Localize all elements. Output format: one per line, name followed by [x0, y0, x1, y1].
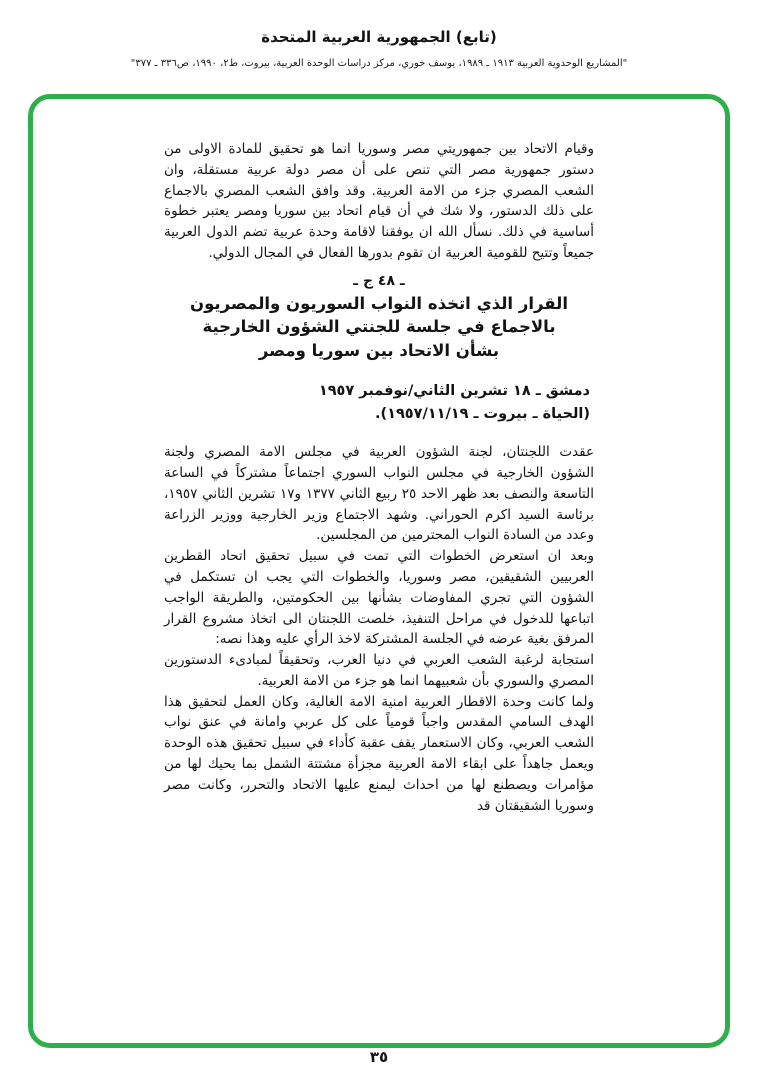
body-paragraph: استجابة لرغبة الشعب العربي في دنيا العرب، وتحقيقاً لمبادىء الدستورين المصري والسوري بأن شعبيهما انما هو جزء من الامة العربية. [164, 652, 594, 689]
green-border-frame [28, 94, 730, 1048]
heading-line-2: بالاجماع في جلسة للجنتي الشؤون الخارجية [202, 317, 556, 337]
document-heading [164, 292, 594, 362]
body-paragraph: وبعد ان استعرض الخطوات التي تمت في سبيل تحقيق اتحاد القطرين العربيين الشقيقين، مصر وسوريا، والخطوات التي يجب ان تستكمل في الشؤون التي تجري المفاوضات بشأنها بين الحكومتين، والطريقة الواجب اتباعها للدخول في مراحل التنفيذ، خلصت اللجنتان الى اتخاذ مشروع القرار المرفق بغية عرضه في الجلسة المشتركة لاخذ الرأي عليه وهذا نصه: [164, 548, 594, 648]
heading-line-1: القرار الذي اتخذه النواب السوريون والمصريون [190, 293, 568, 313]
page-header [0, 0, 758, 69]
dateline-source: (الحياة ـ بيروت ـ ١٩٥٧/١١/١٩). [374, 406, 590, 423]
header-citation: "المشاريع الوحدوية العربية ١٩١٣ ـ ١٩٨٩، يوسف خوري، مركز دراسات الوحدة العربية، بيروت، ط٢، ١٩٩٠، ص٣٣٦ ـ ٣٧٧" [130, 58, 628, 69]
section-marker: ـ ٤٨ ج ـ [353, 272, 405, 289]
text-column [164, 99, 594, 816]
dateline-place-date: دمشق ـ ١٨ تشرين الثاني/نوفمبر ١٩٥٧ [318, 382, 590, 399]
header-title: (تابع) الجمهورية العربية المتحدة [261, 28, 497, 46]
body-paragraph: ولما كانت وحدة الاقطار العربية امنية الامة الغالية، وكان العمل لتحقيق هذا الهدف السامي المقدس واجباً قومياً على كل عربي وامانة في عنق نواب الشعب العربي، وكان الاستعمار يقف عقبة كأداء في سبيل تحقيق هذه الوحدة ويعمل جاهداً على ابقاء الامة العربية مجزأة مشتتة الشمل بما يحيك لها من مؤامرات ويصطنع لها من احداث ليمنع عليها الاتحاد والتحرر، وكانت مصر وسوريا الشقيقتان قد [164, 693, 594, 814]
page-number: ٣٥ [369, 1048, 389, 1066]
continuation-paragraph: وقيام الاتحاد بين جمهوريتي مصر وسوريا انما هو تحقيق للمادة الاولى من دستور جمهورية مصر التي تنص على أن مصر دولة عربية مستقلة، وان الشعب المصري جزء من الامة العربية. وقد وافق الشعب المصري بالاجماع على ذلك الدستور، ولا شك في أن قيام اتحاد بين سوريا ومصر يعتبر خطوة أساسية في ذلك. نسأل الله ان يوفقنا لاقامة وحدة عربية تضم الدول العربية جميعاً وتتيح للقومية العربية ان تقوم بدورها الفعال في المجال الدولي. [164, 141, 594, 261]
dateline [164, 380, 590, 426]
heading-line-3: بشأن الاتحاد بين سوريا ومصر [258, 340, 500, 360]
body-paragraph: عقدت اللجنتان، لجنة الشؤون العربية في مجلس الامة المصري ولجنة الشؤون الخارجية في مجلس النواب السوري اجتماعاً مشتركاً في الساعة التاسعة والنصف بعد ظهر الاحد ٢٥ ربيع الثاني ١٣٧٧ و١٧ تشرين الثاني ١٩٥٧، برئاسة السيد اكرم الحوراني. وشهد الاجتماع وزير الخارجية ووزير الزراعة وعدد من السادة النواب المحترمين من المجلسين. [164, 444, 594, 544]
